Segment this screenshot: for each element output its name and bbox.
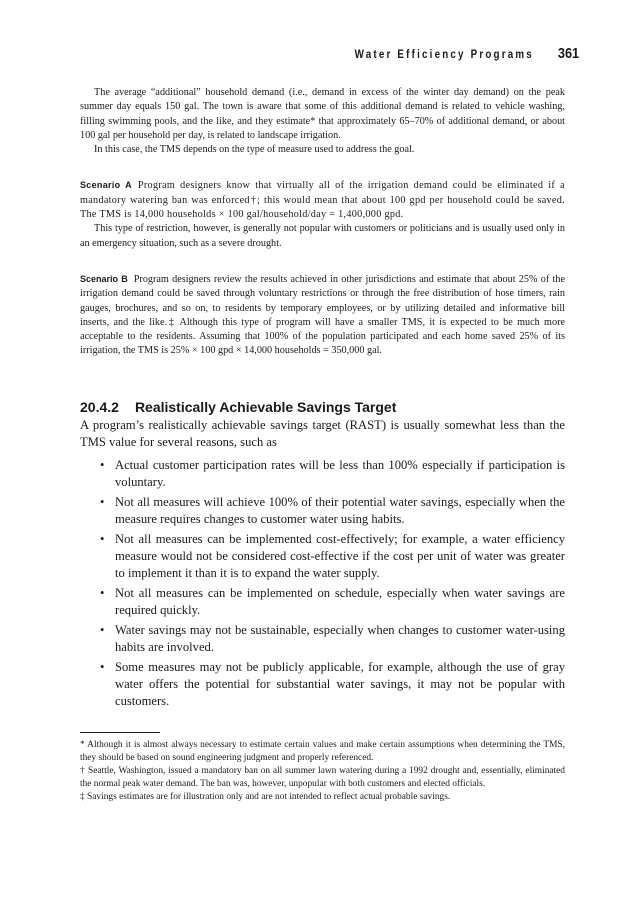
- paragraph: [80, 272, 565, 359]
- list-item: [100, 531, 565, 582]
- bullet-icon: •: [100, 531, 105, 546]
- scenario-text: Program designers review the results achieved in other jurisdictions and estimate that about 25% of the irrigation demand could be saved through voluntary restrictions or through the free distribution of hose timers, rain gauges, brochures, and so on, to residents by temporary employees, or by utilizing detailed and informative bill inserts, and the like.‡ Although this type of program will have a smaller TMS, it is expected to be much more acceptable to the residents. Assuming that 100% of the population participated and each home saved 25% of its irrigation, the TMS is 25% × 100 gpd × 14,000 households = 350,000 gal.: [80, 273, 565, 357]
- footnote-divider: [80, 732, 160, 733]
- paragraph: The average “additional” household demand (i.e., demand in excess of the winter day demand) on the peak summer day equals 150 gal. The town is aware that some of this additional demand is related to vehicle washing, filling swimming pools, and the like, and they estimate* that approximately 65–70% of additional demand, or about 100 gal per household per day, is related to landscape irrigation.: [80, 87, 565, 141]
- scenario-label: Scenario A: [80, 180, 132, 191]
- paragraph: [80, 178, 565, 222]
- list-item-text: Not all measures can be implemented cost-effectively; for example, a water efficiency measure would not be considered cost-effective if the cost per unit of water was greater to implement it than it is to expand the water supply.: [115, 531, 565, 580]
- bullet-list: [80, 457, 565, 710]
- bullet-icon: •: [100, 494, 105, 509]
- page-number: 361: [557, 45, 580, 62]
- bullet-icon: •: [100, 659, 105, 674]
- footnotes: [80, 739, 565, 804]
- section-number: 20.4.2: [80, 398, 119, 415]
- section-title: Realistically Achievable Savings Target: [134, 398, 397, 415]
- list-item-text: Actual customer participation rates will be less than 100% especially if participation is voluntary.: [115, 457, 565, 489]
- list-item-text: Not all measures can be implemented on schedule, especially when water savings are required quickly.: [115, 585, 565, 617]
- scenario-text: Program designers know that virtually all of the irrigation demand could be eliminated if a mandatory watering ban was enforced†; this would mean that about 100 gpd per household could be saved. The TMS is 14,000 households × 100 gal/household/day = 1,400,000 gpd.: [80, 180, 565, 221]
- paragraph: This type of restriction, however, is generally not popular with customers or politicians and is usually used only in an emergency situation, such as a severe drought.: [80, 223, 565, 249]
- scenario-label: Scenario B: [80, 273, 128, 284]
- bullet-icon: •: [100, 457, 105, 472]
- list-item: [100, 622, 565, 656]
- running-title: Water Efficiency Programs: [354, 49, 534, 61]
- page-body: [80, 86, 565, 804]
- bullet-icon: •: [100, 585, 105, 600]
- section-body: [80, 417, 565, 710]
- footnote: † Seattle, Washington, issued a mandatory ban on all summer lawn watering during a 1992 drought and, essentially, eliminated the normal peak water demand. The ban was, however, unpopular with both customers and elected officials.: [80, 765, 565, 789]
- paragraph: A program’s realistically achievable savings target (RAST) is usually somewhat less than the TMS value for several reasons, such as: [80, 417, 565, 449]
- scenario-a: [80, 178, 565, 250]
- list-item-text: Water savings may not be sustainable, especially when changes to customer water-using habits are involved.: [115, 622, 565, 654]
- footnote: * Although it is almost always necessary to estimate certain values and make certain assumptions when determining the TMS, they should be based on sound engineering judgment and properly referenced.: [80, 739, 565, 763]
- list-item: [100, 494, 565, 528]
- scenario-b: [80, 272, 565, 359]
- intro-text: [80, 86, 565, 157]
- list-item-text: Some measures may not be publicly applicable, for example, although the use of gray water offers the potential for substantial water savings, it may not be popular with customers.: [115, 659, 565, 708]
- list-item-text: Not all measures will achieve 100% of their potential water savings, especially when the measure requires changes to customer water using habits.: [115, 494, 565, 526]
- list-item: [100, 659, 565, 710]
- paragraph: In this case, the TMS depends on the type of measure used to address the goal.: [94, 144, 415, 156]
- footnote: ‡ Savings estimates are for illustration only and are not intended to reflect actual probable savings.: [80, 791, 451, 802]
- running-header: [323, 45, 581, 62]
- list-item: [100, 457, 565, 491]
- bullet-icon: •: [100, 622, 105, 637]
- section-heading: [80, 399, 565, 415]
- list-item: [100, 585, 565, 619]
